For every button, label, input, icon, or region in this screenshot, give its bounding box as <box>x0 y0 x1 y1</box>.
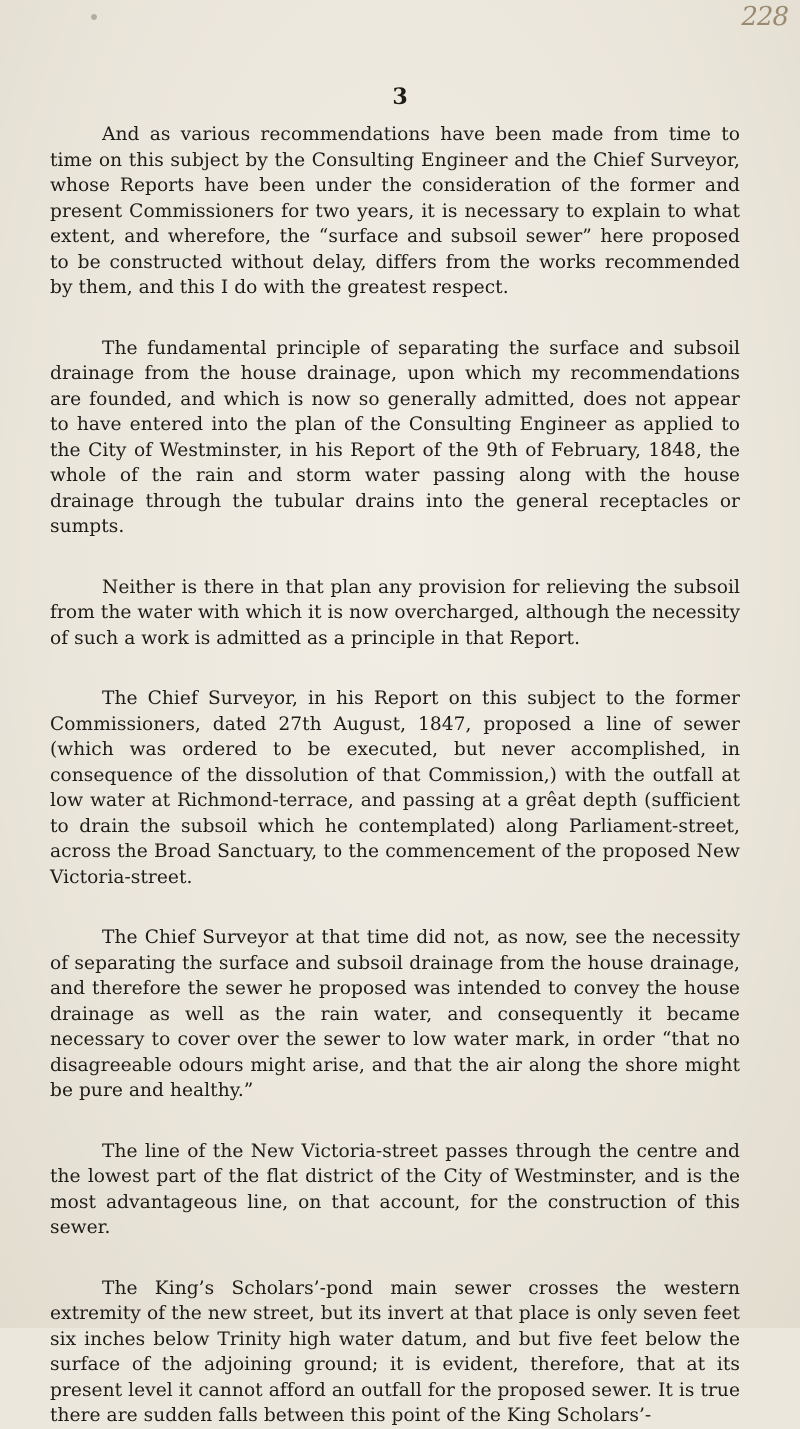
body-text <box>50 122 740 1429</box>
paragraph-7: The King’s Scholars’-pond main sewer crosses the western extremity of the new street, but its invert at that place is only seven feet six inches below Trinity high water datum, and but five feet below the surface of the adjoining ground; it is evident, therefore, that at its present level it cannot afford an outfall for the proposed sewer. It is true there are sudden falls between this point of the King Scholars’- <box>50 1277 740 1426</box>
ink-spot <box>91 14 97 20</box>
paragraph-4: The Chief Surveyor, in his Report on this subject to the former Commissioners, dated 27th August, 1847, proposed a line of sewer (which was ordered to be executed, but never accomplished, in consequence of the dissolution of that Commission,) with the outfall at low water at Richmond-terrace, and passing at a grêat depth (sufficient to drain the subsoil which he contemplated) along Parliament-street, across the Broad Sanctuary, to the commencement of the proposed New Victoria-street. <box>50 688 740 888</box>
paragraph-2: The fundamental principle of separating the surface and subsoil drainage from the house drainage, upon which my recommendations are founded, and which is now so generally admitted, does not appear to have entered into the plan of the Consulting Engineer as applied to the City of Westminster, in his Report of the 9th of February, 1848, the whole of the rain and storm water passing along with the house drainage through the tubular drains into the general receptacles or sumpts. <box>50 337 740 537</box>
handwritten-folio-number: 228 <box>741 2 788 32</box>
page-number: 3 <box>392 84 408 110</box>
paragraph-6: The line of the New Victoria-street passes through the centre and the lowest part of the flat district of the City of Westminster, and is the most advantageous line, on that account, for the construction of this sewer. <box>50 1140 740 1238</box>
paragraph-1: And as various recommendations have been made from time to time on this subject by the Consulting Engineer and the Chief Surveyor, whose Reports have been under the consideration of the former and present Commissioners for two years, it is necessary to explain to what extent, and wherefore, the “surface and subsoil sewer” here proposed to be constructed without delay, differs from the works recommended by them, and this I do with the greatest respect. <box>50 124 740 298</box>
paragraph-3: Neither is there in that plan any provision for relieving the subsoil from the water with which it is now overcharged, although the necessity of such a work is admitted as a principle in that Report. <box>50 576 740 649</box>
paragraph-5: The Chief Surveyor at that time did not, as now, see the necessity of separating the surface and subsoil drainage from the house drainage, and therefore the sewer he proposed was intended to convey the house drainage as well as the rain water, and consequently it became necessary to cover over the sewer to low water mark, in order “that no disagreeable odours might arise, and that the air along the shore might be pure and healthy.” <box>50 927 740 1101</box>
